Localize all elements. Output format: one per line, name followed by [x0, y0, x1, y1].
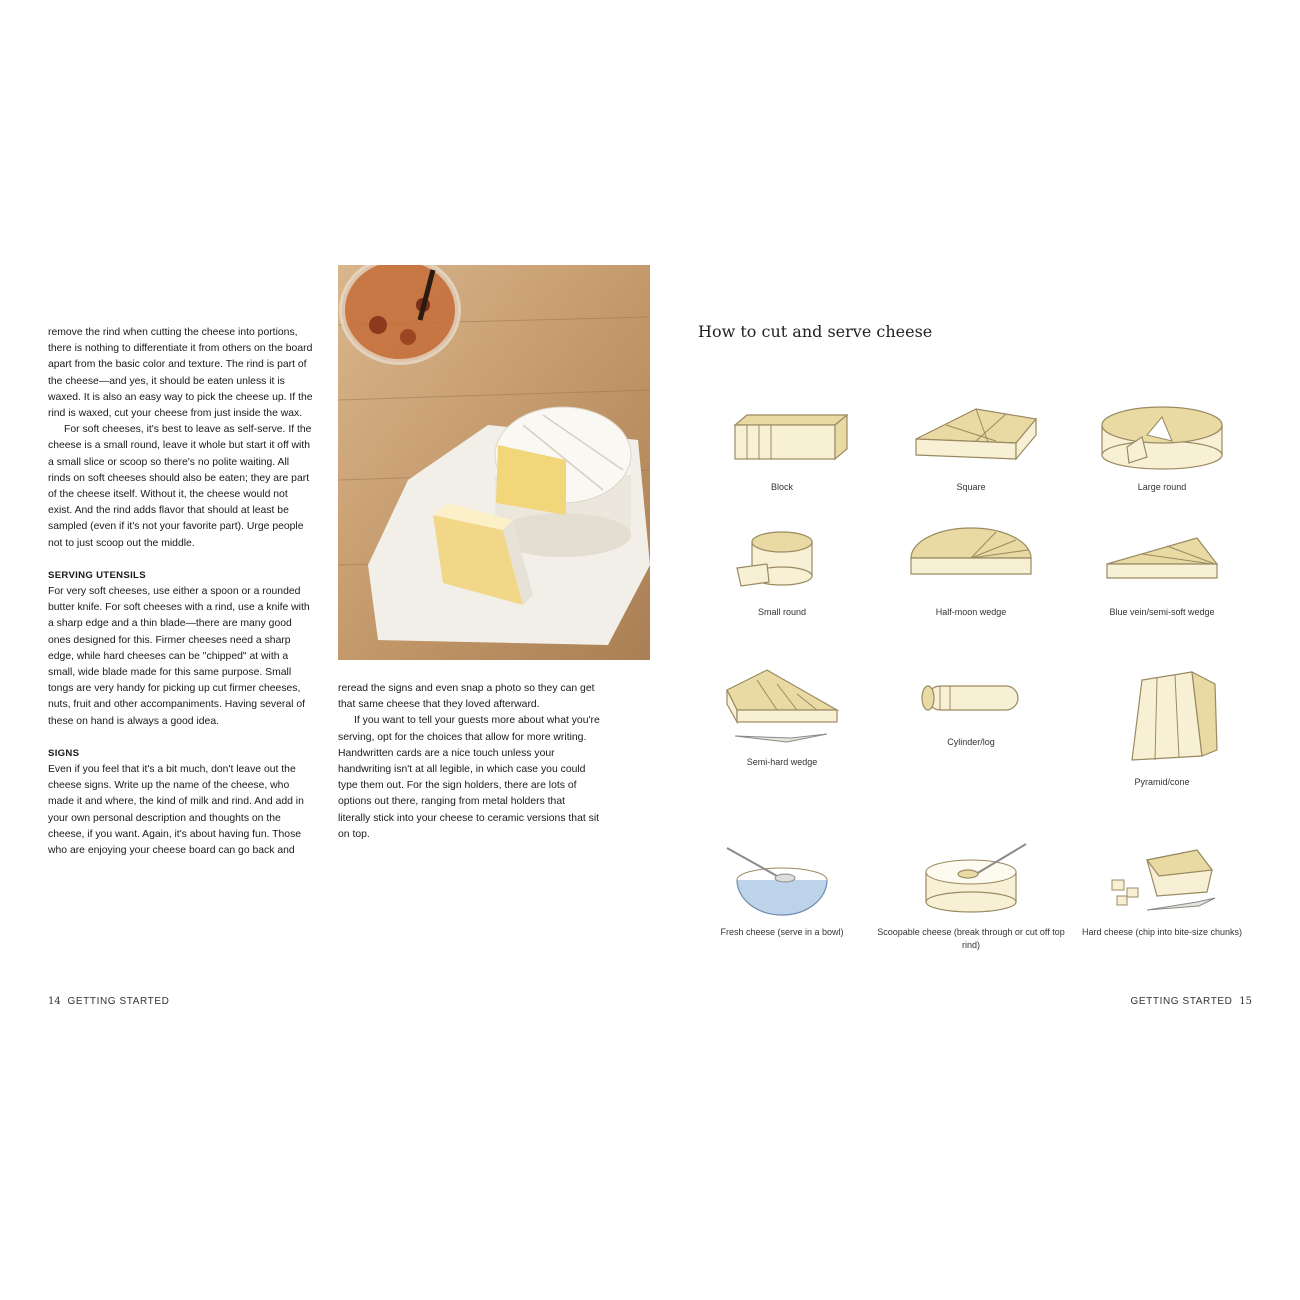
body-paragraph: If you want to tell your guests more about what you're serving, opt for the choices that allow for more writing. Handwritten cards are a nice touch unless your handwriting isn't at all legible, in which case you could type them out. For the sign holders, there are lots of options out there, ranging from metal holders that literally stick into your cheese to ceramic versions that sit on top.	[338, 715, 600, 840]
page-number: 14	[48, 996, 61, 1007]
cut-item	[1067, 660, 1257, 789]
cut-item	[876, 395, 1066, 494]
body-paragraph: For soft cheeses, it's best to leave as self-serve. If the cheese is a small round, leave it whole but start it off with a small slice or scoop so there's no polite waiting. All rinds on soft cheeses should also be eaten; they are part of the cheese itself. Without it, the cheese would not exist. And the rind adds flavor that should at least be sampled (even if it's not your favorite part). Urge people not to just scoop out the middle.	[48, 424, 312, 549]
body-paragraph: Even if you feel that it's a bit much, don't leave out the cheese signs. Write up the name of the cheese, who made it and where, the kind of milk and rind. And add in your own personal description and thoughts on the cheese, if you want. Again, it's about having fun. Those who are enjoying your cheese board can go back and	[48, 764, 304, 857]
semi-hard-wedge-icon	[687, 660, 877, 750]
cut-item	[687, 395, 877, 494]
cut-caption: Scoopable cheese (break through or cut off top rind)	[877, 927, 1065, 950]
cut-caption: Semi-hard wedge	[746, 757, 818, 767]
cut-caption: Cylinder/log	[947, 737, 995, 747]
cut-caption: Fresh cheese (serve in a bowl)	[720, 927, 844, 937]
cut-caption: Hard cheese (chip into bite-size chunks)	[1081, 927, 1243, 937]
large-round-cut-icon	[1067, 395, 1257, 475]
cut-item	[1067, 520, 1257, 619]
cut-caption: Large round	[1137, 482, 1187, 492]
cheese-board-photo	[338, 265, 650, 660]
running-head: GETTING STARTED	[1130, 996, 1233, 1007]
body-paragraph: reread the signs and even snap a photo so they can get that same cheese that they loved afterward.	[338, 683, 595, 711]
cut-item	[687, 660, 877, 769]
cut-item	[687, 830, 877, 939]
cylinder-log-icon	[876, 660, 1066, 730]
cut-caption: Block	[770, 482, 793, 492]
section-heading: SERVING UTENSILS	[48, 569, 146, 581]
right-folio	[1131, 996, 1252, 1007]
pyramid-cone-icon	[1067, 660, 1257, 770]
cut-item	[876, 830, 1066, 952]
body-paragraph: For very soft cheeses, use either a spoon or a rounded butter knife. For soft cheeses with a rind, use a knife with a sharp edge and a thin blade—there are many good ones designed for this. Firmer cheeses need a sharp edge, while hard cheeses can be "chipped" at with a small, wide blade made for this same purpose. Small tongs are very handy for picking up cut firmer cheeses, nuts, fruit and other accompaniments. Having several of these on hand is always a good idea.	[48, 586, 310, 727]
half-moon-wedge-icon	[876, 520, 1066, 600]
cut-item	[1067, 830, 1257, 939]
cut-caption: Half-moon wedge	[935, 607, 1007, 617]
page-title: How to cut and serve cheese	[698, 322, 933, 341]
square-cut-icon	[876, 395, 1066, 475]
running-head: GETTING STARTED	[67, 996, 170, 1007]
small-round-cut-icon	[687, 520, 877, 600]
cut-item	[1067, 395, 1257, 494]
blue-vein-wedge-icon	[1067, 520, 1257, 600]
left-folio	[48, 996, 169, 1007]
middle-text-column	[338, 681, 600, 843]
cut-item	[876, 520, 1066, 619]
cut-caption: Square	[956, 482, 986, 492]
cut-item	[876, 660, 1066, 749]
body-paragraph: remove the rind when cutting the cheese into portions, there is nothing to differentiate it from others on the board apart from the basic color and texture. The rind is part of the cheese—and yes, it should be eaten unless it is waxed. It is also an easy way to pick the cheese up. If the rind is waxed, cut your cheese from just inside the wax.	[48, 327, 313, 420]
cut-caption: Small round	[757, 607, 807, 617]
cut-caption: Pyramid/cone	[1134, 777, 1190, 787]
cut-caption: Blue vein/semi-soft wedge	[1109, 607, 1215, 617]
fresh-cheese-bowl-icon	[687, 830, 877, 920]
left-text-column	[48, 325, 314, 859]
scoopable-cheese-icon	[876, 830, 1066, 920]
section-heading: SIGNS	[48, 747, 80, 759]
hard-cheese-chunks-icon	[1067, 830, 1257, 920]
page-number: 15	[1239, 996, 1252, 1007]
block-cut-icon	[687, 395, 877, 475]
cut-item	[687, 520, 877, 619]
